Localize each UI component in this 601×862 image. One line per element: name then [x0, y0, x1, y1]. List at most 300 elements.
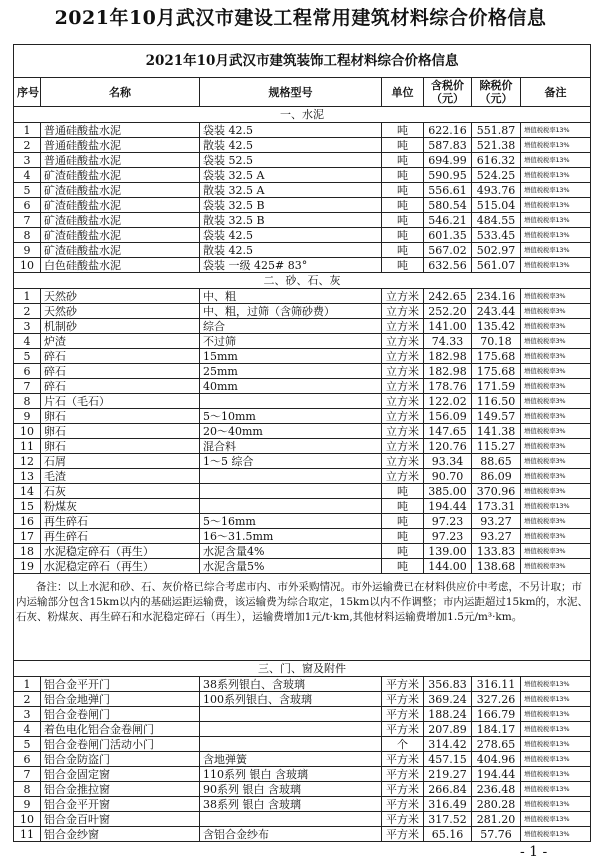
cell-unit: 吨 [382, 153, 424, 168]
cell-tax-price: 139.00 [424, 544, 472, 559]
cell-notax-price: 493.76 [472, 183, 521, 198]
cell-name: 铝合金卷闸门活动小门 [41, 737, 200, 752]
cell-seq: 18 [14, 544, 41, 559]
cell-note: 增值税税率3% [521, 334, 591, 349]
table-row [14, 544, 591, 559]
table-row [14, 469, 591, 484]
cell-spec: 袋装 32.5 A [200, 168, 382, 183]
header-notax-price: 除税价（元） [472, 78, 521, 107]
cell-note: 增值税税率13% [521, 767, 591, 782]
cell-unit: 吨 [382, 198, 424, 213]
cell-seq: 8 [14, 228, 41, 243]
cell-spec: 袋装 52.5 [200, 153, 382, 168]
cell-notax-price: 93.27 [472, 529, 521, 544]
cell-tax-price: 580.54 [424, 198, 472, 213]
table-row [14, 213, 591, 228]
cell-note: 增值税税率13% [521, 258, 591, 273]
cell-tax-price: 178.76 [424, 379, 472, 394]
cell-tax-price: 141.00 [424, 319, 472, 334]
cell-notax-price: 135.42 [472, 319, 521, 334]
cell-seq: 4 [14, 168, 41, 183]
cell-note: 增值税税率3% [521, 364, 591, 379]
cell-seq: 8 [14, 782, 41, 797]
table-row [14, 707, 591, 722]
cell-note: 增值税税率3% [521, 319, 591, 334]
cell-unit: 立方米 [382, 469, 424, 484]
cell-name: 铝合金卷闸门 [41, 707, 200, 722]
table-row [14, 692, 591, 707]
cell-spec: 38系列银白、含玻璃 [200, 677, 382, 692]
cell-seq: 12 [14, 454, 41, 469]
cell-spec: 袋装 一级 425# 83° [200, 258, 382, 273]
cell-notax-price: 116.50 [472, 394, 521, 409]
cell-seq: 17 [14, 529, 41, 544]
cell-seq: 3 [14, 707, 41, 722]
section-title: 三、门、窗及附件 [14, 661, 591, 677]
table-row [14, 198, 591, 213]
cell-note: 增值税税率3% [521, 544, 591, 559]
table-row [14, 677, 591, 692]
cell-spec: 100系列银白、含玻璃 [200, 692, 382, 707]
cell-tax-price: 546.21 [424, 213, 472, 228]
cell-name: 矿渣硅酸盐水泥 [41, 228, 200, 243]
cell-notax-price: 70.18 [472, 334, 521, 349]
cell-unit: 吨 [382, 138, 424, 153]
cell-unit: 立方米 [382, 349, 424, 364]
cell-notax-price: 521.38 [472, 138, 521, 153]
cell-name: 毛渣 [41, 469, 200, 484]
cell-unit: 平方米 [382, 812, 424, 827]
cell-unit: 立方米 [382, 289, 424, 304]
cell-spec: 110系列 银白 含玻璃 [200, 767, 382, 782]
cell-spec: 中、粗 [200, 289, 382, 304]
cell-unit: 吨 [382, 499, 424, 514]
cell-unit: 立方米 [382, 364, 424, 379]
cell-name: 再生碎石 [41, 529, 200, 544]
cell-notax-price: 173.31 [472, 499, 521, 514]
cell-tax-price: 601.35 [424, 228, 472, 243]
remark-text: 备注：以上水泥和砂、石、灰价格已综合考虑市内、市外采购情况。市外运输费已在材料供应价中考虑，不另计取；市内运输部分包含15km以内的基础运距运输费，该运输费为综合取定，15km以内不作调整；市内运距超过15km的，水泥、石灰、粉煤灰、再生碎石和水泥稳定碎石（再生），运输费增加1元/t·km,其他材料运输费增加1.5元/m³·km。 [14, 574, 591, 661]
cell-unit: 立方米 [382, 454, 424, 469]
cell-seq: 13 [14, 469, 41, 484]
cell-tax-price: 242.65 [424, 289, 472, 304]
cell-note: 增值税税率3% [521, 484, 591, 499]
cell-notax-price: 166.79 [472, 707, 521, 722]
cell-name: 天然砂 [41, 289, 200, 304]
cell-unit: 吨 [382, 168, 424, 183]
cell-tax-price: 156.09 [424, 409, 472, 424]
cell-tax-price: 622.16 [424, 123, 472, 138]
cell-spec: 水泥含量5% [200, 559, 382, 574]
table-row [14, 349, 591, 364]
cell-name: 再生碎石 [41, 514, 200, 529]
table-title: 2021年10月武汉市建筑装饰工程材料综合价格信息 [14, 45, 591, 78]
table-row [14, 123, 591, 138]
cell-name: 铝合金推拉窗 [41, 782, 200, 797]
cell-name: 铝合金平开门 [41, 677, 200, 692]
table-row [14, 737, 591, 752]
cell-notax-price: 616.32 [472, 153, 521, 168]
cell-spec [200, 484, 382, 499]
cell-unit: 吨 [382, 258, 424, 273]
cell-seq: 3 [14, 153, 41, 168]
cell-note: 增值税税率3% [521, 289, 591, 304]
cell-notax-price: 175.68 [472, 364, 521, 379]
cell-notax-price: 316.11 [472, 677, 521, 692]
cell-unit: 立方米 [382, 379, 424, 394]
cell-tax-price: 356.83 [424, 677, 472, 692]
cell-spec: 不过筛 [200, 334, 382, 349]
document-title: 2021年10月武汉市建设工程常用建筑材料综合价格信息 [54, 7, 547, 29]
cell-notax-price: 280.28 [472, 797, 521, 812]
table-row [14, 168, 591, 183]
cell-spec: 散装 32.5 B [200, 213, 382, 228]
cell-spec: 1～5 综合 [200, 454, 382, 469]
cell-notax-price: 278.65 [472, 737, 521, 752]
cell-tax-price: 147.65 [424, 424, 472, 439]
cell-seq: 2 [14, 304, 41, 319]
cell-name: 矿渣硅酸盐水泥 [41, 198, 200, 213]
cell-seq: 15 [14, 499, 41, 514]
cell-notax-price: 86.09 [472, 469, 521, 484]
cell-tax-price: 97.23 [424, 529, 472, 544]
cell-seq: 6 [14, 364, 41, 379]
cell-unit: 吨 [382, 123, 424, 138]
price-table [13, 44, 591, 842]
header-unit: 单位 [382, 78, 424, 107]
cell-spec: 90系列 银白 含玻璃 [200, 782, 382, 797]
cell-name: 天然砂 [41, 304, 200, 319]
cell-note: 增值税税率13% [521, 782, 591, 797]
cell-tax-price: 587.83 [424, 138, 472, 153]
cell-notax-price: 484.55 [472, 213, 521, 228]
cell-note: 增值税税率3% [521, 514, 591, 529]
cell-unit: 平方米 [382, 767, 424, 782]
cell-notax-price: 561.07 [472, 258, 521, 273]
table-row [14, 409, 591, 424]
cell-name: 水泥稳定碎石（再生） [41, 559, 200, 574]
table-row [14, 454, 591, 469]
cell-name: 矿渣硅酸盐水泥 [41, 243, 200, 258]
cell-seq: 11 [14, 827, 41, 842]
cell-spec: 混合料 [200, 439, 382, 454]
cell-unit: 立方米 [382, 409, 424, 424]
table-row [14, 484, 591, 499]
table-row [14, 334, 591, 349]
cell-tax-price: 182.98 [424, 364, 472, 379]
cell-note: 增值税税率13% [521, 827, 591, 842]
cell-note: 增值税税率3% [521, 454, 591, 469]
cell-spec: 散装 32.5 A [200, 183, 382, 198]
cell-notax-price: 171.59 [472, 379, 521, 394]
cell-note: 增值税税率13% [521, 677, 591, 692]
cell-spec [200, 499, 382, 514]
cell-tax-price: 65.16 [424, 827, 472, 842]
cell-tax-price: 457.15 [424, 752, 472, 767]
table-row [14, 228, 591, 243]
cell-seq: 5 [14, 183, 41, 198]
cell-notax-price: 404.96 [472, 752, 521, 767]
cell-unit: 吨 [382, 183, 424, 198]
section-title: 二、砂、石、灰 [14, 273, 591, 289]
cell-spec: 综合 [200, 319, 382, 334]
cell-tax-price: 317.52 [424, 812, 472, 827]
cell-notax-price: 88.65 [472, 454, 521, 469]
cell-note: 增值税税率13% [521, 707, 591, 722]
cell-note: 增值税税率13% [521, 797, 591, 812]
cell-spec: 含地弹簧 [200, 752, 382, 767]
remark-row [14, 574, 591, 661]
header-spec: 规格型号 [200, 78, 382, 107]
cell-notax-price: 243.44 [472, 304, 521, 319]
cell-note: 增值税税率13% [521, 228, 591, 243]
cell-name: 粉煤灰 [41, 499, 200, 514]
cell-tax-price: 144.00 [424, 559, 472, 574]
cell-note: 增值税税率13% [521, 123, 591, 138]
cell-seq: 16 [14, 514, 41, 529]
cell-notax-price: 115.27 [472, 439, 521, 454]
cell-name: 普通硅酸盐水泥 [41, 153, 200, 168]
cell-seq: 10 [14, 812, 41, 827]
header-note: 备注 [521, 78, 591, 107]
cell-notax-price: 502.97 [472, 243, 521, 258]
cell-tax-price: 590.95 [424, 168, 472, 183]
cell-notax-price: 138.68 [472, 559, 521, 574]
header-seq: 序号 [14, 78, 41, 107]
cell-spec [200, 737, 382, 752]
cell-note: 增值税税率3% [521, 424, 591, 439]
cell-tax-price: 252.20 [424, 304, 472, 319]
cell-unit: 吨 [382, 228, 424, 243]
cell-tax-price: 567.02 [424, 243, 472, 258]
cell-unit: 吨 [382, 243, 424, 258]
cell-unit: 立方米 [382, 394, 424, 409]
cell-tax-price: 385.00 [424, 484, 472, 499]
cell-name: 碎石 [41, 379, 200, 394]
header-name: 名称 [41, 78, 200, 107]
cell-name: 碎石 [41, 364, 200, 379]
cell-notax-price: 93.27 [472, 514, 521, 529]
cell-spec: 散装 42.5 [200, 138, 382, 153]
cell-unit: 吨 [382, 514, 424, 529]
cell-notax-price: 184.17 [472, 722, 521, 737]
cell-tax-price: 122.02 [424, 394, 472, 409]
cell-notax-price: 149.57 [472, 409, 521, 424]
table-row [14, 243, 591, 258]
cell-name: 片石（毛石） [41, 394, 200, 409]
table-row [14, 514, 591, 529]
cell-name: 普通硅酸盐水泥 [41, 123, 200, 138]
cell-seq: 4 [14, 334, 41, 349]
table-row [14, 767, 591, 782]
table-row [14, 153, 591, 168]
cell-spec: 中、粗，过筛（含筛砂费） [200, 304, 382, 319]
cell-notax-price: 133.83 [472, 544, 521, 559]
cell-note: 增值税税率3% [521, 439, 591, 454]
cell-spec: 16～31.5mm [200, 529, 382, 544]
cell-name: 铝合金地弹门 [41, 692, 200, 707]
cell-notax-price: 515.04 [472, 198, 521, 213]
cell-seq: 10 [14, 424, 41, 439]
cell-tax-price: 120.76 [424, 439, 472, 454]
cell-unit: 平方米 [382, 722, 424, 737]
cell-spec [200, 394, 382, 409]
cell-note: 增值税税率13% [521, 737, 591, 752]
cell-tax-price: 74.33 [424, 334, 472, 349]
table-row [14, 499, 591, 514]
cell-name: 铝合金防盗门 [41, 752, 200, 767]
cell-spec: 袋装 42.5 [200, 228, 382, 243]
cell-unit: 立方米 [382, 424, 424, 439]
table-row [14, 812, 591, 827]
cell-spec: 40mm [200, 379, 382, 394]
cell-unit: 平方米 [382, 752, 424, 767]
cell-seq: 1 [14, 123, 41, 138]
cell-note: 增值税税率3% [521, 349, 591, 364]
cell-spec [200, 469, 382, 484]
cell-name: 卵石 [41, 439, 200, 454]
cell-tax-price: 694.99 [424, 153, 472, 168]
cell-name: 铝合金平开窗 [41, 797, 200, 812]
cell-name: 石灰 [41, 484, 200, 499]
cell-spec: 15mm [200, 349, 382, 364]
cell-spec: 38系列 银白 含玻璃 [200, 797, 382, 812]
table-row [14, 782, 591, 797]
cell-notax-price: 194.44 [472, 767, 521, 782]
cell-unit: 平方米 [382, 827, 424, 842]
cell-unit: 立方米 [382, 319, 424, 334]
cell-unit: 平方米 [382, 677, 424, 692]
cell-name: 白色硅酸盐水泥 [41, 258, 200, 273]
cell-name: 矿渣硅酸盐水泥 [41, 168, 200, 183]
cell-tax-price: 632.56 [424, 258, 472, 273]
cell-spec: 水泥含量4% [200, 544, 382, 559]
cell-note: 增值税税率13% [521, 213, 591, 228]
cell-seq: 6 [14, 752, 41, 767]
cell-note: 增值税税率13% [521, 692, 591, 707]
cell-note: 增值税税率3% [521, 394, 591, 409]
cell-seq: 9 [14, 797, 41, 812]
cell-tax-price: 207.89 [424, 722, 472, 737]
cell-seq: 2 [14, 692, 41, 707]
cell-notax-price: 281.20 [472, 812, 521, 827]
cell-unit: 立方米 [382, 334, 424, 349]
table-row [14, 138, 591, 153]
cell-note: 增值税税率3% [521, 559, 591, 574]
cell-seq: 5 [14, 349, 41, 364]
cell-unit: 吨 [382, 544, 424, 559]
cell-seq: 7 [14, 379, 41, 394]
table-row [14, 529, 591, 544]
cell-tax-price: 556.61 [424, 183, 472, 198]
cell-seq: 10 [14, 258, 41, 273]
cell-note: 增值税税率13% [521, 168, 591, 183]
cell-notax-price: 551.87 [472, 123, 521, 138]
cell-name: 铝合金固定窗 [41, 767, 200, 782]
table-row [14, 722, 591, 737]
cell-note: 增值税税率3% [521, 379, 591, 394]
cell-spec [200, 707, 382, 722]
cell-name: 铝合金纱窗 [41, 827, 200, 842]
cell-name: 矿渣硅酸盐水泥 [41, 213, 200, 228]
cell-unit: 平方米 [382, 797, 424, 812]
cell-note: 增值税税率13% [521, 812, 591, 827]
table-row [14, 364, 591, 379]
table-row [14, 424, 591, 439]
cell-note: 增值税税率13% [521, 153, 591, 168]
cell-unit: 吨 [382, 484, 424, 499]
cell-notax-price: 141.38 [472, 424, 521, 439]
cell-unit: 个 [382, 737, 424, 752]
table-row [14, 797, 591, 812]
cell-name: 石屑 [41, 454, 200, 469]
cell-notax-price: 175.68 [472, 349, 521, 364]
cell-unit: 立方米 [382, 439, 424, 454]
table-row [14, 379, 591, 394]
cell-tax-price: 314.42 [424, 737, 472, 752]
cell-note: 增值税税率3% [521, 304, 591, 319]
cell-note: 增值税税率3% [521, 469, 591, 484]
cell-spec: 5～10mm [200, 409, 382, 424]
cell-seq: 11 [14, 439, 41, 454]
cell-spec: 含铝合金纱布 [200, 827, 382, 842]
cell-tax-price: 266.84 [424, 782, 472, 797]
table-row [14, 319, 591, 334]
cell-note: 增值税税率13% [521, 198, 591, 213]
table-row [14, 258, 591, 273]
cell-note: 增值税税率13% [521, 722, 591, 737]
cell-unit: 平方米 [382, 692, 424, 707]
table-row [14, 394, 591, 409]
cell-notax-price: 533.45 [472, 228, 521, 243]
section-title: 一、水泥 [14, 107, 591, 123]
cell-tax-price: 194.44 [424, 499, 472, 514]
cell-seq: 2 [14, 138, 41, 153]
cell-seq: 1 [14, 289, 41, 304]
cell-tax-price: 90.70 [424, 469, 472, 484]
cell-unit: 平方米 [382, 782, 424, 797]
cell-seq: 14 [14, 484, 41, 499]
table-row [14, 289, 591, 304]
table-row [14, 559, 591, 574]
cell-spec [200, 722, 382, 737]
cell-name: 水泥稳定碎石（再生） [41, 544, 200, 559]
cell-name: 卵石 [41, 409, 200, 424]
cell-seq: 9 [14, 409, 41, 424]
cell-seq: 19 [14, 559, 41, 574]
cell-notax-price: 327.26 [472, 692, 521, 707]
cell-notax-price: 234.16 [472, 289, 521, 304]
table-row [14, 827, 591, 842]
section-header [14, 107, 591, 123]
cell-note: 增值税税率13% [521, 499, 591, 514]
cell-note: 增值税税率13% [521, 752, 591, 767]
cell-name: 卵石 [41, 424, 200, 439]
cell-spec: 袋装 32.5 B [200, 198, 382, 213]
cell-spec: 20～40mm [200, 424, 382, 439]
section-header [14, 661, 591, 677]
cell-spec: 散装 42.5 [200, 243, 382, 258]
cell-seq: 7 [14, 213, 41, 228]
cell-tax-price: 219.27 [424, 767, 472, 782]
cell-unit: 立方米 [382, 304, 424, 319]
cell-tax-price: 93.34 [424, 454, 472, 469]
cell-unit: 平方米 [382, 707, 424, 722]
cell-name: 铝合金百叶窗 [41, 812, 200, 827]
cell-notax-price: 370.96 [472, 484, 521, 499]
cell-seq: 3 [14, 319, 41, 334]
cell-name: 普通硅酸盐水泥 [41, 138, 200, 153]
